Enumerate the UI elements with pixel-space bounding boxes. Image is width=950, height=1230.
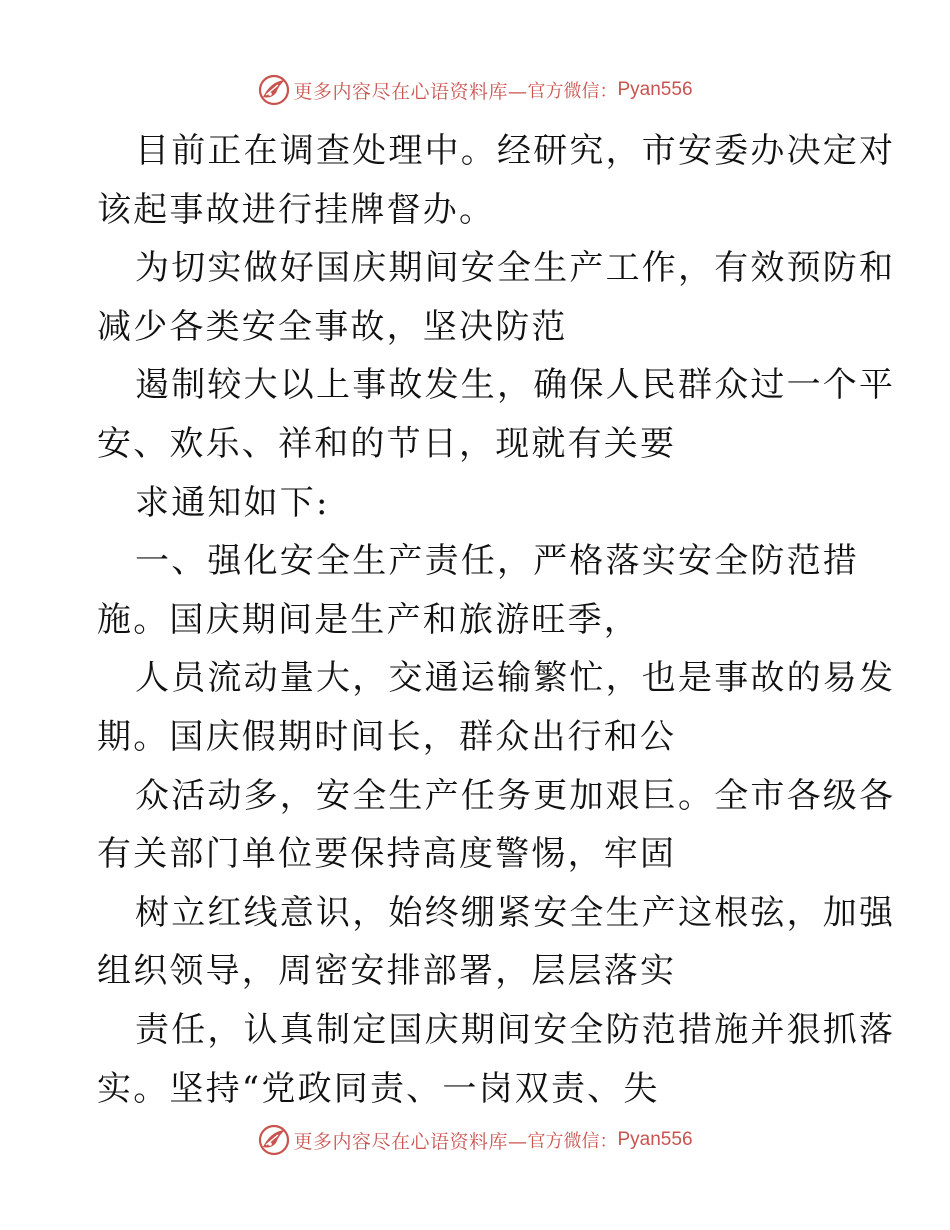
body-line: 为切实做好国庆期间安全生产工作，有效预防和 [135, 248, 896, 289]
body-line: 实。坚持“党政同责、一岗双责、失 [97, 1068, 660, 1109]
body-line: 遏制较大以上事故发生，确保人民群众过一个平 [135, 365, 896, 406]
document-body [97, 122, 896, 1118]
body-line: 减少各类安全事故，坚决防范 [97, 306, 568, 347]
body-line: 期。国庆假期时间长，群众出行和公 [97, 716, 677, 757]
footer-banner [0, 1120, 950, 1160]
banner-text: 更多内容尽在心语资料库— [293, 80, 528, 103]
banner-wechat-id: Pyan556 [617, 79, 693, 100]
body-line: 人员流动量大，交通运输繁忙，也是事故的易发 [135, 658, 896, 699]
body-line: 一、强化安全生产责任，严格落实安全防范措 [135, 541, 859, 582]
pen-nib-logo-icon [257, 73, 291, 107]
body-line: 目前正在调查处理中。经研究，市安委办决定对 [135, 131, 896, 171]
body-line: 安、欢乐、祥和的节日，现就有关要 [97, 423, 677, 464]
banner-text: 更多内容尽在心语资料库— [293, 1130, 528, 1153]
body-line: 责任，认真制定国庆期间安全防范措施并狠抓落 [135, 1009, 896, 1050]
body-line: 众活动多，安全生产任务更加艰巨。全市各级各 [135, 775, 896, 816]
body-line: 树立红线意识，始终绷紧安全生产这根弦，加强 [135, 892, 896, 933]
header-banner [0, 70, 950, 110]
body-line: 组织领导，周密安排部署，层层落实 [97, 951, 677, 992]
body-line: 求通知如下: [135, 482, 330, 523]
banner-wechat-id: Pyan556 [617, 1129, 693, 1150]
body-line: 施。国庆期间是生产和旅游旺季， [97, 599, 640, 640]
body-line: 有关部门单位要保持高度警惕，牢固 [97, 834, 677, 875]
banner-wechat-label: 官方微信： [527, 81, 618, 102]
banner-wechat-label: 官方微信： [527, 1131, 618, 1152]
body-line: 该起事故进行挂牌督办。 [97, 189, 496, 230]
pen-nib-logo-icon [257, 1123, 291, 1157]
